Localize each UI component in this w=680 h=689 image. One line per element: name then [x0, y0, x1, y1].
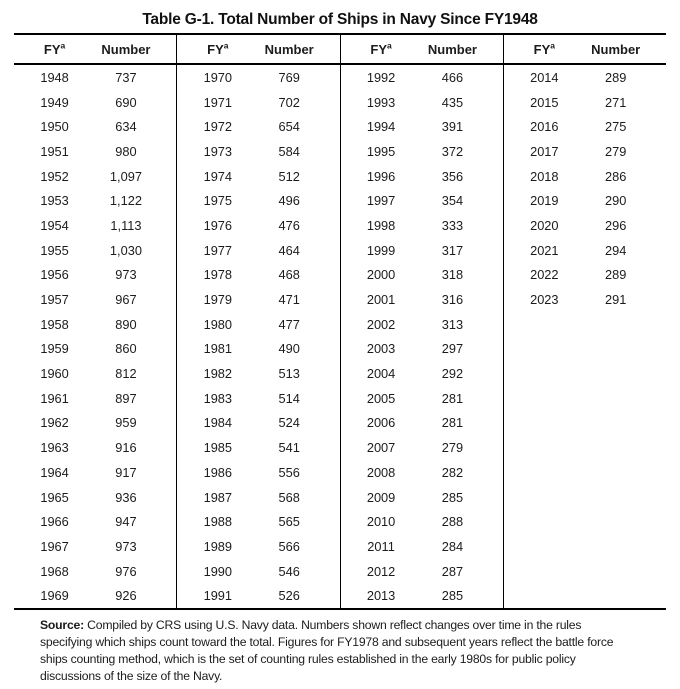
table-row — [341, 559, 503, 584]
number-cell: 292 — [441, 366, 464, 382]
table-row — [504, 213, 666, 238]
table-row — [504, 90, 666, 115]
number-cell: 281 — [441, 390, 464, 406]
fy-cell: 1987 — [203, 489, 233, 505]
fy-cell: 1988 — [203, 514, 233, 530]
number-cell: 372 — [441, 143, 464, 159]
source-note-line — [40, 617, 680, 634]
table-row — [14, 188, 176, 213]
number-cell: 566 — [278, 538, 300, 554]
table-row — [177, 337, 339, 362]
table-row — [341, 337, 503, 362]
table-row — [14, 90, 176, 115]
fy-cell: 2011 — [367, 538, 395, 554]
table-row — [341, 287, 503, 312]
fy-cell: 2001 — [366, 292, 396, 308]
number-cell: 690 — [115, 94, 137, 110]
table-row — [504, 164, 666, 189]
fy-cell: 1989 — [203, 538, 233, 554]
table-row — [177, 361, 339, 386]
fy-cell: 1955 — [40, 242, 69, 258]
fy-header: FY$^a$ — [370, 40, 392, 57]
table-row — [14, 509, 176, 534]
table-row — [177, 238, 339, 263]
fy-footnote-marker: a — [223, 40, 229, 51]
table-row — [14, 263, 176, 288]
number-cell: 897 — [115, 390, 137, 406]
fy-cell: 2016 — [530, 119, 559, 135]
table-row — [341, 65, 503, 90]
number-cell: 947 — [115, 514, 137, 530]
fy-cell: 2000 — [366, 267, 396, 283]
number-cell: 297 — [441, 341, 464, 357]
column-group-2 — [176, 35, 339, 608]
number-cell: 289 — [605, 69, 627, 85]
fy-cell: 2007 — [366, 440, 396, 456]
number-header: Number — [591, 41, 641, 57]
number-cell: 654 — [278, 119, 300, 135]
number-cell: 275 — [605, 119, 627, 135]
fy-cell: 1991 — [203, 588, 233, 604]
number-cell: 737 — [115, 69, 137, 85]
table-row — [14, 460, 176, 485]
table-row — [177, 312, 339, 337]
source-note-text-1: Compiled by CRS using U.S. Navy data. Numbers shown reflect changes over time in the rules — [87, 618, 582, 633]
number-cell: 1,113 — [110, 217, 142, 233]
fy-cell: 1959 — [40, 341, 69, 357]
fy-cell: 1979 — [203, 292, 233, 308]
fy-header: FY$^a$ — [43, 40, 66, 57]
fy-cell: 2015 — [530, 94, 559, 110]
fy-cell: 1964 — [40, 464, 69, 480]
table-row — [14, 337, 176, 362]
fy-footnote-marker: a — [60, 40, 66, 51]
fy-cell: 2008 — [366, 464, 396, 480]
number-cell: 514 — [278, 390, 300, 406]
fy-cell: 2012 — [366, 563, 396, 579]
table-row — [14, 164, 176, 189]
number-cell: 356 — [441, 168, 464, 184]
table-row — [177, 559, 339, 584]
table-row — [177, 386, 339, 411]
fy-cell: 1960 — [40, 366, 69, 382]
number-cell: 556 — [278, 464, 300, 480]
table-row — [341, 312, 503, 337]
fy-cell: 1997 — [366, 193, 396, 209]
table-row — [341, 188, 503, 213]
fy-cell: 1971 — [203, 94, 233, 110]
fy-cell: 1948 — [40, 69, 69, 85]
table-row — [14, 485, 176, 510]
fy-cell: 1978 — [203, 267, 233, 283]
number-cell: 976 — [115, 563, 137, 579]
column-group-1 — [14, 35, 176, 608]
fy-cell: 1963 — [40, 440, 69, 456]
fy-cell: 2002 — [366, 316, 396, 332]
number-cell: 282 — [441, 464, 464, 480]
table-row — [341, 213, 503, 238]
number-header: Number — [427, 41, 477, 57]
fy-cell: 1952 — [40, 168, 69, 184]
number-cell: 526 — [278, 588, 300, 604]
number-cell: 333 — [441, 217, 464, 233]
number-cell: 317 — [441, 242, 464, 258]
fy-header: FY$^a$ — [207, 40, 229, 57]
number-cell: 285 — [441, 588, 464, 604]
number-cell: 354 — [441, 193, 464, 209]
number-cell: 294 — [605, 242, 627, 258]
number-cell: 524 — [278, 415, 300, 431]
number-cell: 287 — [441, 563, 464, 579]
number-cell: 936 — [115, 489, 137, 505]
number-cell: 967 — [115, 292, 137, 308]
table-row — [341, 460, 503, 485]
fy-cell: 1999 — [366, 242, 396, 258]
number-cell: 284 — [441, 538, 464, 554]
number-cell: 512 — [278, 168, 300, 184]
table-row — [341, 263, 503, 288]
number-cell: 1,097 — [109, 168, 142, 184]
table-row — [504, 238, 666, 263]
table-row — [14, 65, 176, 90]
fy-cell: 1986 — [203, 464, 233, 480]
number-cell: 890 — [115, 316, 137, 332]
number-header: Number — [264, 41, 314, 57]
table-row — [14, 435, 176, 460]
number-cell: 313 — [441, 316, 464, 332]
fy-cell: 2004 — [366, 366, 396, 382]
ships-table — [14, 33, 666, 610]
table-row — [177, 164, 339, 189]
number-cell: 546 — [278, 563, 300, 579]
fy-cell: 2010 — [366, 514, 396, 530]
fy-cell: 2022 — [530, 267, 559, 283]
table-row — [14, 361, 176, 386]
table-row — [177, 65, 339, 90]
source-note-line: discussions of the size of the Navy. — [40, 669, 223, 684]
fy-cell: 1984 — [203, 415, 233, 431]
number-cell: 769 — [278, 69, 300, 85]
number-cell: 702 — [278, 94, 300, 110]
fy-cell: 2019 — [530, 193, 559, 209]
table-row — [177, 509, 339, 534]
number-cell: 290 — [605, 193, 627, 209]
table-row — [341, 164, 503, 189]
number-cell: 541 — [278, 440, 300, 456]
fy-cell: 1990 — [203, 563, 233, 579]
number-cell: 477 — [278, 316, 300, 332]
number-cell: 490 — [278, 341, 300, 357]
number-header: Number — [101, 41, 151, 57]
fy-cell: 1967 — [40, 538, 69, 554]
number-cell: 926 — [115, 588, 137, 604]
table-row — [504, 65, 666, 90]
number-cell: 466 — [441, 69, 464, 85]
fy-cell: 1975 — [203, 193, 233, 209]
number-cell: 471 — [278, 292, 300, 308]
number-cell: 289 — [605, 267, 627, 283]
fy-footnote-marker: a — [550, 40, 555, 51]
table-row — [14, 312, 176, 337]
number-cell: 916 — [115, 440, 137, 456]
number-cell: 959 — [115, 415, 137, 431]
fy-cell: 1958 — [40, 316, 69, 332]
source-note-line: ships counting method, which is the set of counting rules established in the early 1980s for public policy — [40, 652, 576, 667]
fy-cell: 2020 — [530, 217, 559, 233]
number-cell: 464 — [278, 242, 300, 258]
fy-cell: 1993 — [366, 94, 396, 110]
table-row — [14, 411, 176, 436]
source-note-line: specifying which ships count toward the total. Figures for FY1978 and subsequent years reflect the battle force — [40, 635, 614, 650]
fy-cell: 2017 — [530, 143, 559, 159]
number-cell: 513 — [278, 366, 300, 382]
number-cell: 279 — [605, 143, 627, 159]
number-cell: 1,030 — [109, 242, 142, 258]
header-row — [14, 35, 176, 65]
table-row — [341, 361, 503, 386]
number-cell: 318 — [441, 267, 464, 283]
source-label: Source: — [40, 618, 84, 633]
number-cell: 496 — [278, 193, 300, 209]
number-cell: 980 — [115, 143, 137, 159]
number-cell: 565 — [278, 514, 300, 530]
number-cell: 973 — [115, 267, 137, 283]
fy-cell: 2013 — [366, 588, 396, 604]
table-row — [177, 263, 339, 288]
fy-cell: 2023 — [530, 292, 559, 308]
table-row — [14, 583, 176, 608]
number-cell: 285 — [441, 489, 464, 505]
number-cell: 860 — [115, 341, 137, 357]
table-row — [177, 534, 339, 559]
fy-cell: 1956 — [40, 267, 69, 283]
fy-cell: 1998 — [366, 217, 396, 233]
fy-cell: 2005 — [366, 390, 396, 406]
fy-cell: 2003 — [366, 341, 396, 357]
table-row — [341, 238, 503, 263]
table-row — [341, 386, 503, 411]
table-row — [177, 460, 339, 485]
number-cell: 435 — [441, 94, 464, 110]
fy-cell: 2009 — [366, 489, 396, 505]
table-row — [14, 213, 176, 238]
fy-header: FY$^a$ — [533, 40, 555, 57]
fy-cell: 1957 — [40, 292, 69, 308]
number-cell: 296 — [605, 217, 627, 233]
fy-cell: 1962 — [40, 415, 69, 431]
fy-cell: 2021 — [530, 242, 559, 258]
header-row — [504, 35, 666, 65]
table-row — [14, 238, 176, 263]
header-row — [177, 35, 339, 65]
number-cell: 291 — [605, 292, 627, 308]
fy-cell: 1966 — [40, 514, 69, 530]
fy-cell: 1949 — [40, 94, 69, 110]
number-cell: 279 — [441, 440, 464, 456]
number-cell: 476 — [278, 217, 300, 233]
fy-cell: 1968 — [40, 563, 69, 579]
fy-cell: 2014 — [530, 69, 559, 85]
number-cell: 286 — [605, 168, 627, 184]
table-row — [177, 213, 339, 238]
fy-cell: 1995 — [366, 143, 396, 159]
fy-cell: 1950 — [40, 119, 69, 135]
fy-cell: 2018 — [530, 168, 559, 184]
table-row — [177, 435, 339, 460]
number-cell: 568 — [278, 489, 300, 505]
table-row — [177, 114, 339, 139]
fy-cell: 1981 — [203, 341, 233, 357]
table-row — [177, 583, 339, 608]
table-row — [14, 559, 176, 584]
fy-cell: 1992 — [366, 69, 396, 85]
number-cell: 288 — [441, 514, 464, 530]
number-cell: 281 — [441, 415, 464, 431]
table-row — [177, 139, 339, 164]
fy-footnote-marker: a — [387, 40, 392, 51]
table-row — [341, 485, 503, 510]
fy-cell: 1985 — [203, 440, 233, 456]
fy-cell: 1976 — [203, 217, 233, 233]
fy-cell: 1973 — [203, 143, 233, 159]
table-row — [341, 435, 503, 460]
number-cell: 917 — [115, 464, 137, 480]
table-row — [341, 583, 503, 608]
header-row — [341, 35, 503, 65]
table-row — [341, 534, 503, 559]
number-cell: 271 — [605, 94, 627, 110]
number-cell: 634 — [115, 119, 137, 135]
fy-cell: 1974 — [203, 168, 233, 184]
table-row — [341, 411, 503, 436]
table-row — [504, 139, 666, 164]
table-row — [341, 114, 503, 139]
source-note — [40, 617, 680, 685]
table-row — [14, 139, 176, 164]
table-row — [504, 188, 666, 213]
table-row — [177, 411, 339, 436]
fy-cell: 1996 — [366, 168, 396, 184]
table-title: Table G-1. Total Number of Ships in Navy Since FY1948 — [142, 11, 538, 28]
number-cell: 973 — [115, 538, 137, 554]
table-row — [14, 386, 176, 411]
fy-cell: 1961 — [40, 390, 69, 406]
table-row — [177, 90, 339, 115]
table-row — [341, 139, 503, 164]
fy-cell: 1972 — [203, 119, 233, 135]
number-cell: 812 — [115, 366, 137, 382]
table-row — [177, 287, 339, 312]
number-cell: 391 — [441, 119, 464, 135]
number-cell: 468 — [278, 267, 300, 283]
table-row — [177, 188, 339, 213]
table-row — [14, 287, 176, 312]
number-cell: 316 — [441, 292, 464, 308]
fy-cell: 1965 — [40, 489, 69, 505]
number-cell: 584 — [278, 143, 300, 159]
column-group-3 — [340, 35, 503, 608]
number-cell: 1,122 — [109, 193, 142, 209]
fy-cell: 1994 — [366, 119, 396, 135]
fy-cell: 1977 — [203, 242, 233, 258]
table-row — [504, 263, 666, 288]
table-row — [504, 287, 666, 312]
fy-cell: 1953 — [40, 193, 69, 209]
table-row — [341, 90, 503, 115]
fy-cell: 1980 — [203, 316, 233, 332]
table-row — [14, 114, 176, 139]
table-row — [14, 534, 176, 559]
fy-cell: 2006 — [366, 415, 396, 431]
table-row — [177, 485, 339, 510]
table-row — [341, 509, 503, 534]
fy-cell: 1954 — [40, 217, 69, 233]
fy-cell: 1969 — [40, 588, 69, 604]
fy-cell: 1983 — [203, 390, 233, 406]
fy-cell: 1982 — [203, 366, 233, 382]
column-group-4 — [503, 35, 666, 608]
fy-cell: 1951 — [40, 143, 69, 159]
table-row — [504, 114, 666, 139]
fy-cell: 1970 — [203, 69, 233, 85]
